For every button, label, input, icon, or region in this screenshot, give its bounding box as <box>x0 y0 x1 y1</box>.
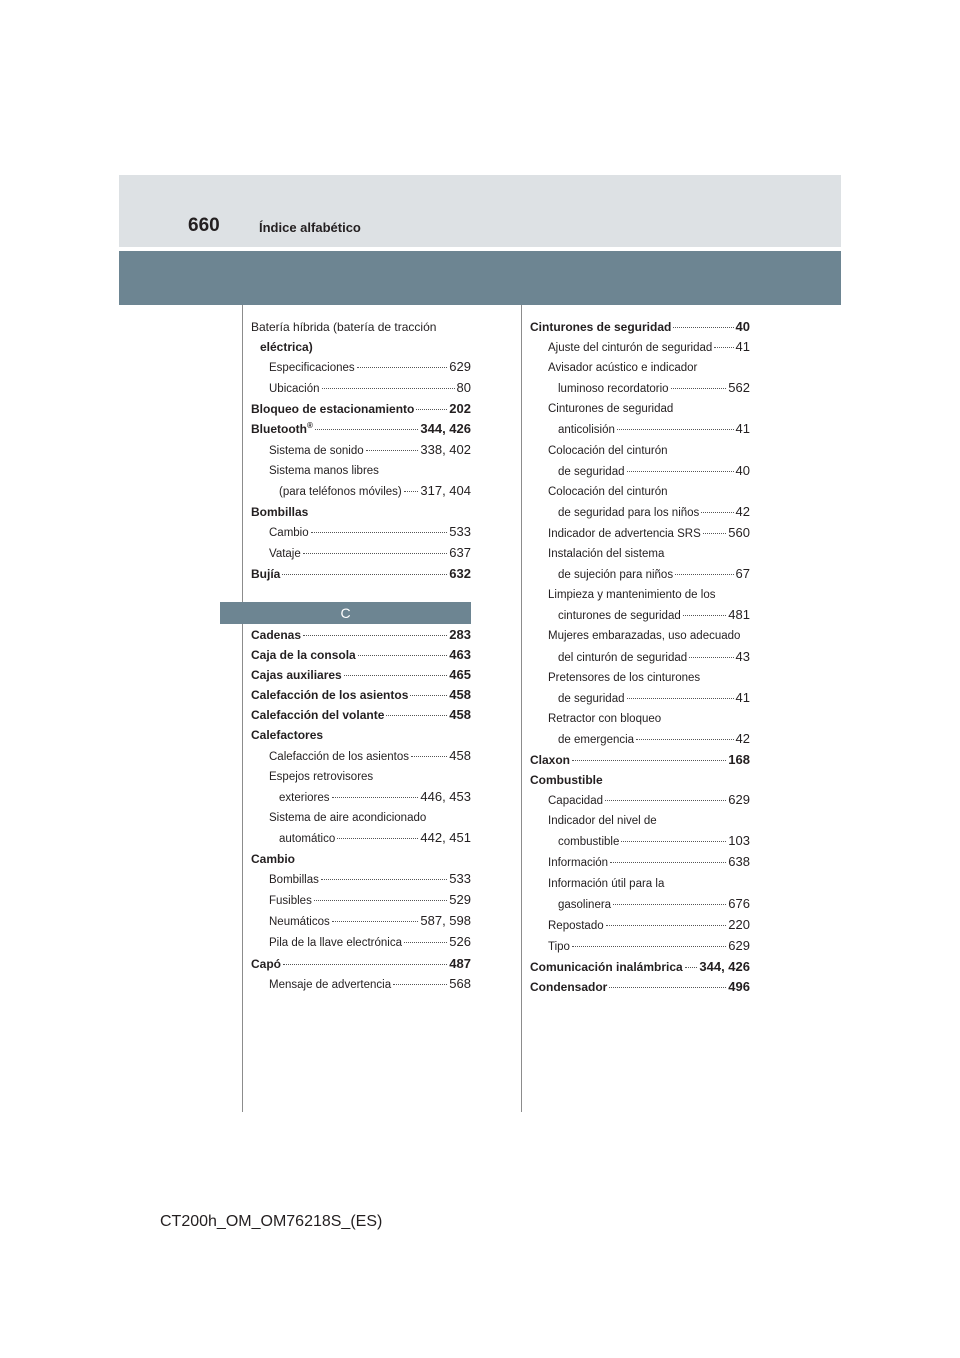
entry-term: Cambio <box>269 526 309 539</box>
index-entry <box>530 852 750 873</box>
index-entry <box>530 894 750 915</box>
entry-term: automático <box>279 832 336 845</box>
entry-term: Especificaciones <box>269 362 355 375</box>
entry-term: Bujía <box>251 567 281 582</box>
entry-term: Calefacción de los asientos <box>269 750 409 763</box>
index-entry <box>251 522 471 543</box>
index-entry <box>530 461 750 482</box>
entry-page: 676 <box>728 895 750 911</box>
index-column-left <box>251 317 471 584</box>
index-entry <box>530 957 750 977</box>
index-entry <box>530 317 750 337</box>
entry-page: 344, 426 <box>420 421 471 437</box>
entry-page: 629 <box>728 792 750 808</box>
index-entry: Pretensores de los cinturones <box>548 671 701 684</box>
entry-term: Condensador <box>530 980 608 994</box>
entry-page: 344, 426 <box>699 958 750 974</box>
index-entry: Cinturones de seguridad <box>548 403 674 416</box>
entry-page: 41 <box>735 421 750 437</box>
entry-term: de emergencia <box>558 733 635 746</box>
index-entry <box>530 729 750 750</box>
index-entry: Sistema de aire acondicionado <box>269 811 427 824</box>
entry-term: Bombillas <box>269 874 319 887</box>
index-entry <box>251 419 471 439</box>
entry-page: 481 <box>728 607 750 623</box>
index-entry <box>251 746 471 767</box>
entry-page: 458 <box>449 707 471 723</box>
entry-term: Bluetooth® <box>251 421 313 437</box>
header-band <box>119 175 841 247</box>
index-entry <box>251 974 471 995</box>
entry-term: luminoso recordatorio <box>558 383 669 396</box>
entry-term: de seguridad <box>558 465 625 478</box>
entry-page: 103 <box>728 833 750 849</box>
index-entry <box>251 440 471 461</box>
index-entry <box>530 523 750 544</box>
entry-term: gasolinera <box>558 898 612 911</box>
entry-page: 529 <box>449 892 471 908</box>
entry-page: 638 <box>728 854 750 870</box>
entry-page: 632 <box>449 566 471 582</box>
entry-term: Capó <box>251 956 281 971</box>
entry-page: 42 <box>735 730 750 746</box>
index-entry <box>530 647 750 668</box>
index-entry: Retractor con bloqueo <box>548 712 662 725</box>
entry-page: 496 <box>728 979 750 994</box>
index-entry <box>251 954 471 974</box>
entry-page: 463 <box>449 647 471 663</box>
entry-page: 637 <box>449 545 471 561</box>
index-entry: Sistema manos libres <box>269 464 379 477</box>
index-entry: Información útil para la <box>548 877 665 890</box>
document-code: CT200h_OM_OM76218S_(ES) <box>160 1213 383 1230</box>
entry-term: Tipo <box>548 940 570 953</box>
entry-term: Fusibles <box>269 895 312 908</box>
entry-page: 465 <box>449 667 471 683</box>
index-entry <box>530 688 750 709</box>
index-entry <box>530 605 750 626</box>
index-column-left-c <box>251 625 471 995</box>
index-entry: Combustible <box>530 773 603 788</box>
entry-page: 560 <box>728 524 750 540</box>
index-entry: Cambio <box>251 852 296 867</box>
entry-term: del cinturón de seguridad <box>558 651 688 664</box>
entry-term: de seguridad para los niños <box>558 506 700 519</box>
index-entry <box>251 378 471 399</box>
entry-page: 317, 404 <box>420 482 471 498</box>
entry-term: Información <box>548 857 609 870</box>
index-entry <box>530 750 750 770</box>
index-entry: Calefactores <box>251 728 324 743</box>
entry-page: 80 <box>456 380 471 396</box>
index-entry: Avisador acústico e indicador <box>548 362 698 375</box>
entry-term: Capacidad <box>548 795 603 808</box>
entry-page: 41 <box>735 689 750 705</box>
entry-term: exteriores <box>279 791 330 804</box>
index-entry <box>251 543 471 564</box>
entry-page: 487 <box>449 955 471 971</box>
index-entry: Batería híbrida (batería de tracción <box>251 320 437 334</box>
entry-term: Sistema de sonido <box>269 444 364 457</box>
entry-page: 526 <box>449 934 471 950</box>
index-entry <box>251 890 471 911</box>
entry-term: Neumáticos <box>269 916 330 929</box>
index-entry: Espejos retrovisores <box>269 770 374 783</box>
entry-term: Calefacción del volante <box>251 708 385 723</box>
index-entry: Colocación del cinturón <box>548 485 668 498</box>
entry-page: 43 <box>735 648 750 664</box>
entry-page: 629 <box>728 937 750 953</box>
index-entry <box>530 378 750 399</box>
entry-page: 568 <box>449 975 471 991</box>
index-entry: Limpieza y mantenimiento de los <box>548 589 716 602</box>
index-entry <box>251 625 471 645</box>
entry-term: Repostado <box>548 919 604 932</box>
entry-page: 442, 451 <box>420 829 471 845</box>
entry-page: 338, 402 <box>420 441 471 457</box>
entry-page: 562 <box>728 380 750 396</box>
entry-page: 629 <box>449 359 471 375</box>
index-entry <box>251 399 471 419</box>
index-entry <box>251 932 471 953</box>
index-entry <box>251 787 471 808</box>
index-entry: Instalación del sistema <box>548 548 665 561</box>
index-entry: eléctrica) <box>260 340 313 355</box>
entry-term: Indicador de advertencia SRS <box>548 527 701 540</box>
index-entry <box>530 790 750 811</box>
header-color-bar <box>119 251 841 305</box>
entry-page: 42 <box>735 503 750 519</box>
index-entry: Mujeres embarazadas, uso adecuado <box>548 630 741 643</box>
entry-term: Calefacción de los asientos <box>251 688 409 703</box>
index-entry <box>251 685 471 705</box>
index-entry: Bombillas <box>251 504 309 519</box>
entry-term: Pila de la llave electrónica <box>269 937 402 950</box>
entry-page: 587, 598 <box>420 913 471 929</box>
index-entry <box>530 419 750 440</box>
index-column-right <box>530 317 750 997</box>
entry-term: Mensaje de advertencia <box>269 978 392 991</box>
entry-page: 40 <box>735 462 750 478</box>
entry-page: 458 <box>449 747 471 763</box>
entry-term: Cajas auxiliares <box>251 668 342 683</box>
index-entry <box>251 828 471 849</box>
index-entry <box>251 645 471 665</box>
index-entry <box>251 665 471 685</box>
entry-term: Cadenas <box>251 628 302 642</box>
entry-term: (para teléfonos móviles) <box>279 485 402 498</box>
entry-page: 446, 453 <box>420 788 471 804</box>
page-number: 660 <box>188 215 220 236</box>
index-entry <box>530 936 750 957</box>
entry-term: Comunicación inalámbrica <box>530 959 683 974</box>
entry-page: 168 <box>728 751 750 767</box>
entry-page: 220 <box>728 916 750 932</box>
entry-page: 458 <box>449 687 471 703</box>
entry-term: Cinturones de seguridad <box>530 320 672 334</box>
entry-page: 41 <box>735 339 750 355</box>
entry-term: Ubicación <box>269 383 320 396</box>
entry-page: 40 <box>735 319 750 334</box>
left-column-rule <box>242 305 243 1112</box>
entry-term: anticolisión <box>558 424 615 437</box>
entry-term: de seguridad <box>558 692 625 705</box>
index-entry <box>251 911 471 932</box>
entry-page: 533 <box>449 523 471 539</box>
entry-term: de sujeción para niños <box>558 569 674 582</box>
entry-term: cinturones de seguridad <box>558 610 681 623</box>
index-entry <box>530 337 750 358</box>
index-entry <box>251 357 471 378</box>
index-entry <box>251 564 471 584</box>
entry-term: Vataje <box>269 548 301 561</box>
index-entry: Indicador del nivel de <box>548 815 657 828</box>
entry-term: Caja de la consola <box>251 648 356 663</box>
index-entry <box>530 915 750 936</box>
entry-term: combustible <box>558 836 620 849</box>
right-column-rule <box>521 305 522 1112</box>
index-entry: Colocación del cinturón <box>548 444 668 457</box>
entry-term: Bloqueo de estacionamiento <box>251 402 415 417</box>
index-entry <box>530 977 750 997</box>
index-entry <box>530 831 750 852</box>
entry-page: 533 <box>449 871 471 887</box>
index-entry <box>251 705 471 725</box>
index-entry <box>251 869 471 890</box>
entry-page: 202 <box>449 401 471 417</box>
entry-term: Ajuste del cinturón de seguridad <box>548 342 713 355</box>
index-entry <box>251 481 471 502</box>
index-entry <box>530 502 750 523</box>
section-title: Índice alfabético <box>259 220 361 235</box>
entry-page: 283 <box>449 627 471 642</box>
index-entry <box>530 564 750 585</box>
index-letter-c: C <box>220 602 471 624</box>
entry-page: 67 <box>735 566 750 582</box>
entry-term: Claxon <box>530 752 571 767</box>
